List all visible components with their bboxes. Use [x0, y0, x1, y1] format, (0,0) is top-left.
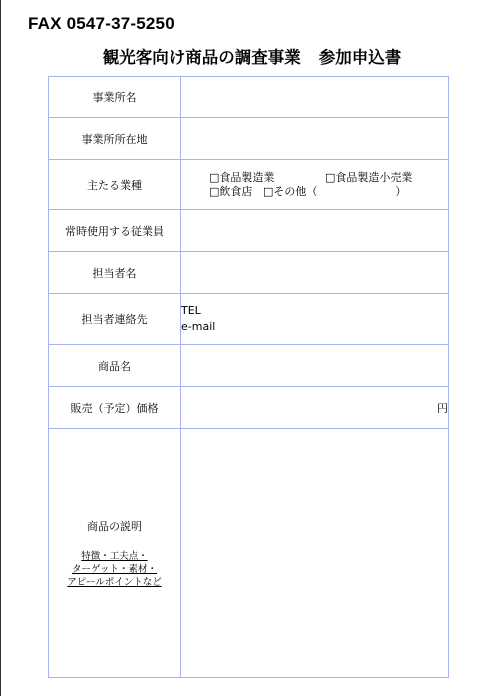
description-hint-line-2: ターゲット・素材・	[71, 563, 158, 575]
row-price	[49, 387, 449, 429]
employees-label: 常時使用する従業員	[49, 210, 181, 252]
contact-tel-label: TEL	[181, 304, 201, 317]
row-office-address	[49, 118, 449, 160]
other-close-paren: ）	[395, 184, 407, 198]
business-type-field	[181, 160, 449, 210]
person-in-charge-label: 担当者名	[49, 252, 181, 294]
row-person-in-charge	[49, 252, 449, 294]
contact-email-label: e-mail	[181, 320, 216, 333]
employees-field[interactable]	[181, 210, 449, 252]
price-field[interactable]	[181, 387, 449, 429]
row-contact	[49, 294, 449, 345]
row-office-name	[49, 77, 449, 118]
office-address-field[interactable]	[181, 118, 449, 160]
description-hint	[49, 550, 180, 589]
office-address-label: 事業所所在地	[49, 118, 181, 160]
row-description	[49, 429, 449, 678]
application-form-table	[48, 76, 449, 678]
contact-label: 担当者連絡先	[49, 294, 181, 345]
business-type-label: 主たる業種	[49, 160, 181, 210]
person-in-charge-field[interactable]	[181, 252, 449, 294]
row-business-type	[49, 160, 449, 210]
checkbox-other[interactable]: □その他（	[263, 184, 318, 198]
business-options-line-1	[191, 171, 448, 185]
product-name-label: 商品名	[49, 345, 181, 387]
row-employees	[49, 210, 449, 252]
description-hint-line-1: 特徴・工夫点・	[81, 550, 148, 562]
page-title	[0, 44, 496, 68]
checkbox-restaurant[interactable]: □飲食店	[209, 184, 253, 198]
description-label: 商品の説明	[87, 519, 142, 533]
price-unit: 円	[437, 401, 448, 415]
product-name-field[interactable]	[181, 345, 449, 387]
contact-field[interactable]	[181, 294, 449, 345]
checkbox-food-manufacturing[interactable]: □食品製造業	[209, 170, 275, 184]
description-label-cell	[49, 429, 181, 678]
title-sub: 参加申込書	[318, 48, 402, 67]
description-hint-line-3: アピールポイントなど	[67, 576, 162, 588]
fax-number: FAX 0547-37-5250	[28, 14, 175, 33]
title-main: 観光客向け商品の調査事業	[102, 48, 301, 67]
page-left-edge	[0, 0, 1, 696]
price-label: 販売（予定）価格	[49, 387, 181, 429]
office-name-field[interactable]	[181, 77, 449, 118]
office-name-label: 事業所名	[49, 77, 181, 118]
row-product-name	[49, 345, 449, 387]
business-options-line-2	[191, 185, 448, 199]
checkbox-food-manufacturing-retail[interactable]: □食品製造小売業	[325, 170, 413, 184]
description-field[interactable]	[181, 429, 449, 678]
